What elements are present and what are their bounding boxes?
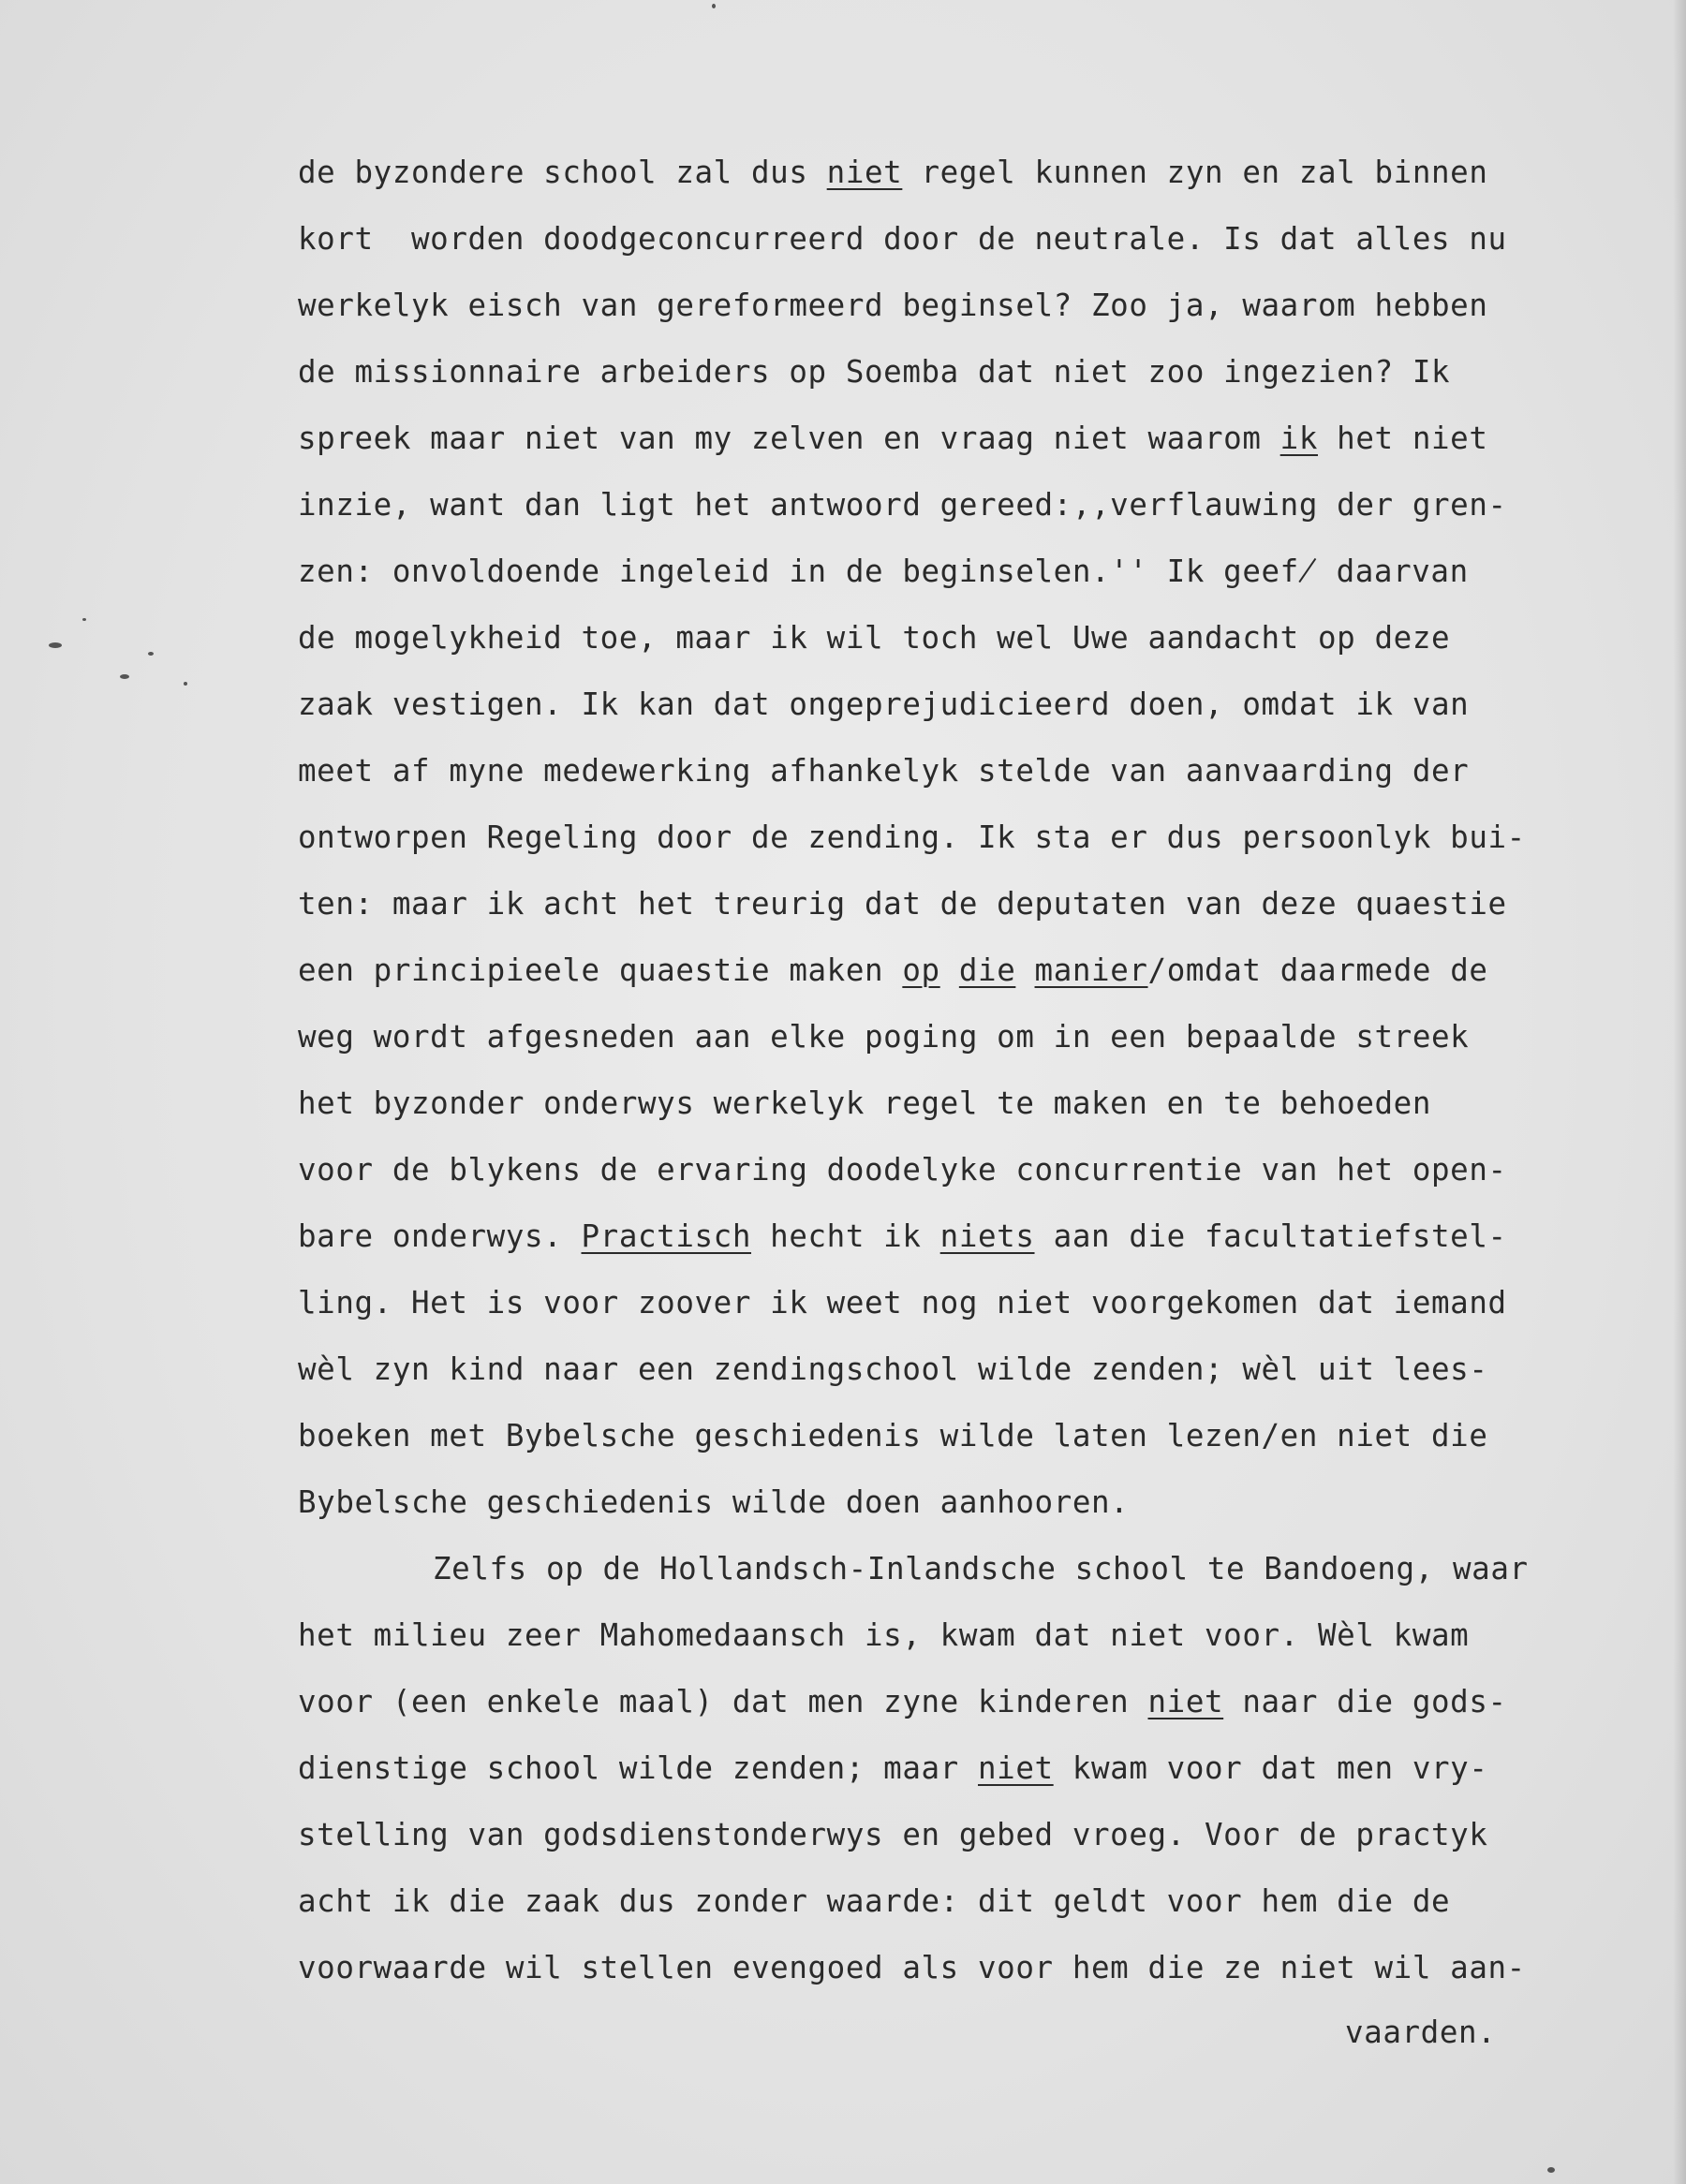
- underlined-word: niet: [978, 1750, 1054, 1786]
- text-line: zaak vestigen. Ik kan dat ongeprejudicieerd doen, omdat ik van: [298, 686, 1470, 722]
- text-line: voorwaarde wil stellen evengoed als voor hem die ze niet wil aan-: [298, 1950, 1526, 1985]
- text-line: dienstige school wilde zenden; maar niet kwam voor dat men vry-: [298, 1750, 1488, 1786]
- text-line: voor de blykens de ervaring doodelyke concurrentie van het open-: [298, 1152, 1507, 1188]
- text-line: acht ik die zaak dus zonder waarde: dit geldt voor hem die de: [298, 1883, 1451, 1919]
- text-line: ling. Het is voor zoover ik weet nog niet voorgekomen dat iemand: [298, 1285, 1507, 1321]
- text-line: weg wordt afgesneden aan elke poging om in een bepaalde streek: [298, 1019, 1470, 1055]
- text-line: boeken met Bybelsche geschiedenis wilde laten lezen/en niet die: [298, 1418, 1488, 1454]
- text-line: Zelfs op de Hollandsch-Inlandsche school te Bandoeng, waar: [433, 1551, 1529, 1586]
- underlined-word: die: [958, 952, 1016, 988]
- text-line: inzie, want dan ligt het antwoord gereed:,,verflauwing der gren-: [298, 487, 1507, 523]
- text-line: spreek maar niet van my zelven en vraag niet waarom ik het niet: [298, 421, 1488, 456]
- text-line: wèl zyn kind naar een zendingschool wilde zenden; wèl uit lees-: [298, 1351, 1488, 1387]
- text-line: Bybelsche geschiedenis wilde doen aanhooren.: [298, 1484, 1130, 1520]
- text-line: zen: onvoldoende ingeleid in de beginselen.'' Ik geef̸ daarvan: [298, 553, 1469, 589]
- text-line: het milieu zeer Mahomedaansch is, kwam dat niet voor. Wèl kwam: [298, 1617, 1470, 1653]
- underlined-word: ik: [1279, 421, 1319, 456]
- underlined-word: niet: [1147, 1684, 1224, 1719]
- underlined-word: niet: [826, 155, 903, 190]
- underlined-word: Practisch: [581, 1218, 751, 1254]
- text-line: het byzonder onderwys werkelyk regel te maken en te behoeden: [298, 1085, 1431, 1121]
- underlined-word: manier: [1034, 952, 1148, 988]
- text-line: bare onderwys. Practisch hecht ik niets aan die facultatiefstel-: [298, 1218, 1507, 1254]
- text-line: kort worden doodgeconcurreerd door de neutrale. Is dat alles nu: [298, 221, 1507, 257]
- text-line: stelling van godsdienstonderwys en gebed vroeg. Voor de practyk: [298, 1817, 1488, 1852]
- text-line: meet af myne medewerking afhankelyk stelde van aanvaarding der: [298, 753, 1470, 789]
- underlined-word: niets: [939, 1218, 1035, 1254]
- text-line: ten: maar ik acht het treurig dat de deputaten van deze quaestie: [298, 886, 1507, 922]
- text-line: werkelyk eisch van gereformeerd beginsel? Zoo ja, waarom hebben: [298, 288, 1488, 323]
- text-line: de mogelykheid toe, maar ik wil toch wel Uwe aandacht op deze: [298, 620, 1451, 656]
- text-line: vaarden.: [1345, 2014, 1497, 2050]
- text-line: ontworpen Regeling door de zending. Ik sta er dus persoonlyk bui-: [298, 819, 1526, 855]
- underlined-word: op: [902, 952, 940, 988]
- text-line: de missionnaire arbeiders op Soemba dat niet zoo ingezien? Ik: [298, 354, 1451, 390]
- text-line: voor (een enkele maal) dat men zyne kinderen niet naar die gods-: [298, 1684, 1507, 1719]
- text-line: een principieele quaestie maken op die manier/omdat daarmede de: [298, 952, 1488, 988]
- text-line: de byzondere school zal dus niet regel kunnen zyn en zal binnen: [298, 155, 1488, 190]
